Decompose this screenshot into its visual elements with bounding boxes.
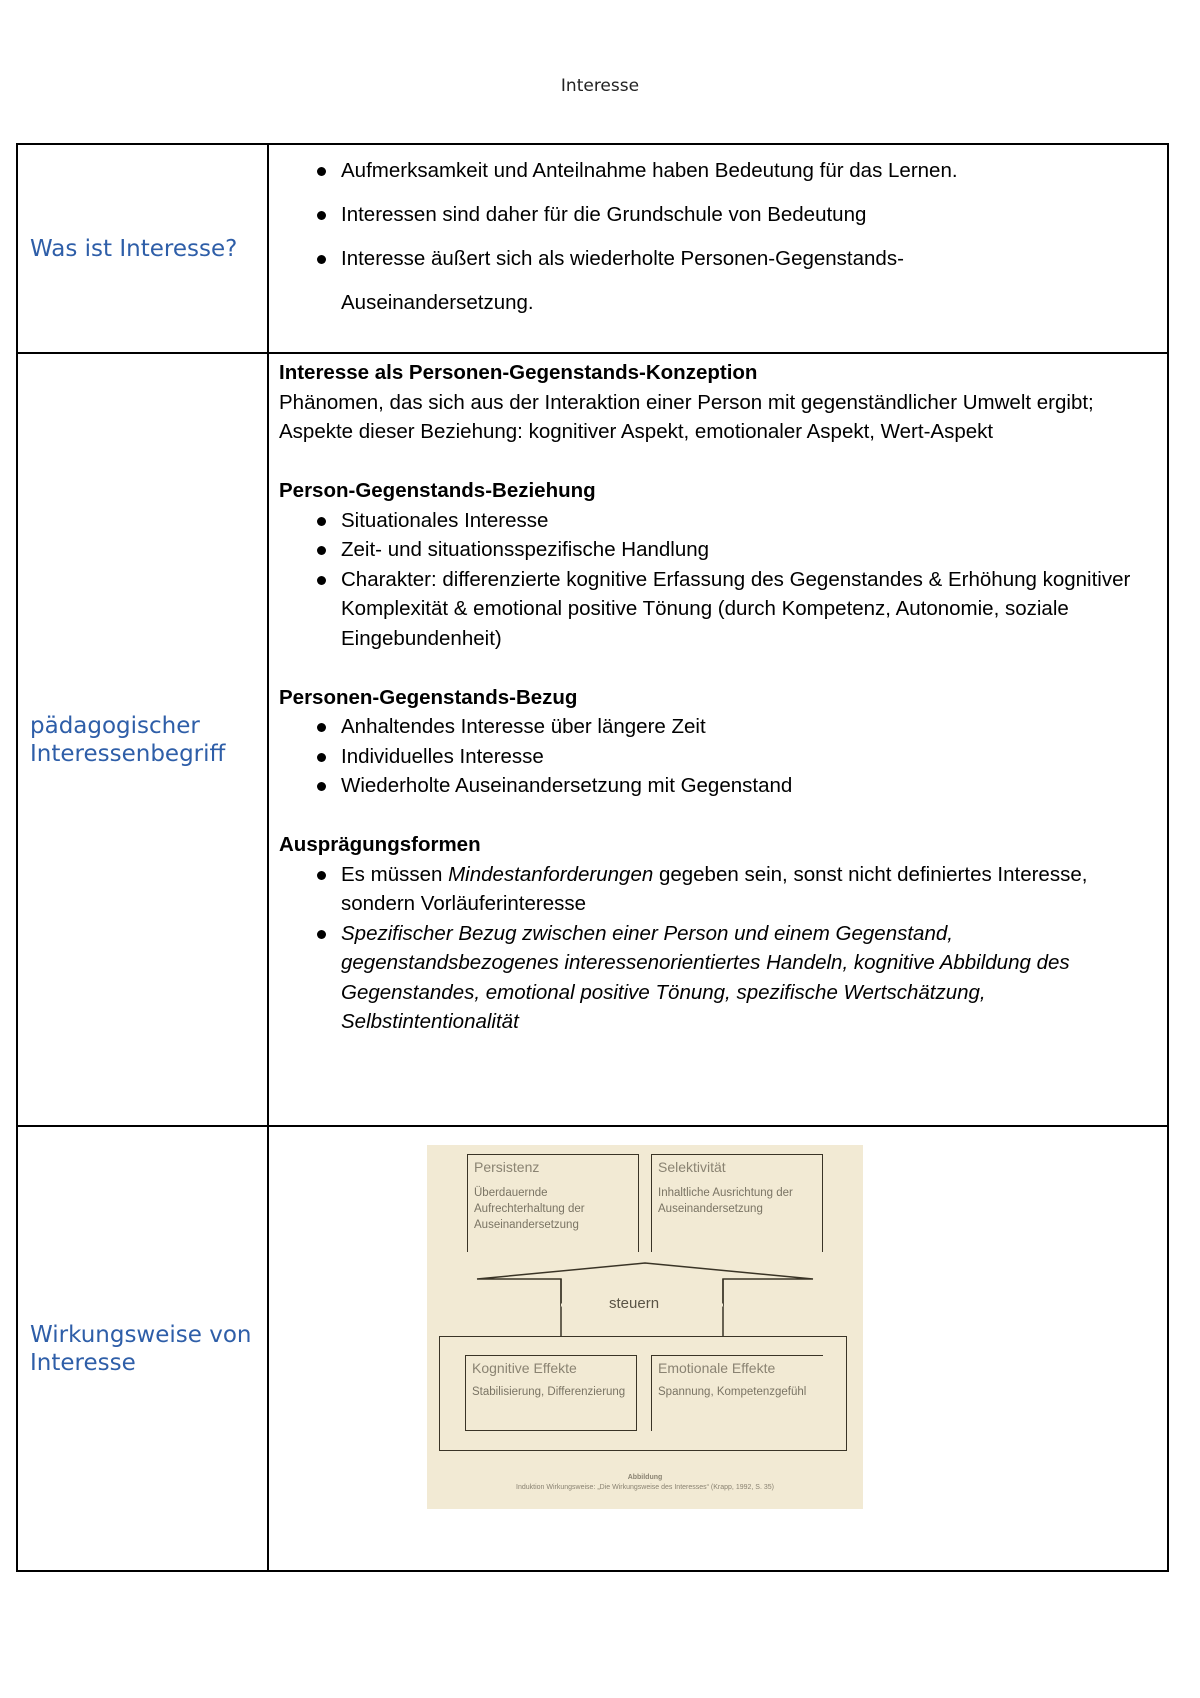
row-label-cell [17, 144, 268, 353]
list-item-continuation [269, 281, 1167, 325]
list-item: Situationales Interesse [279, 506, 1157, 536]
section-heading: Personen-Gegenstands-Bezug [279, 685, 578, 709]
row-content-cell [268, 353, 1168, 1126]
table-row [17, 144, 1168, 353]
persistenz-title: Persistenz [474, 1159, 540, 1175]
figure-caption-text: Induktion Wirkungsweise: „Die Wirkungsweise des Interesses“ (Krapp, 1992, S. 35) [516, 1484, 774, 1491]
row-label-cell [17, 353, 268, 1126]
list-item: Aufmerksamkeit und Anteilnahme haben Bedeutung für das Lernen. [269, 149, 1167, 193]
figure-caption-title: Abbildung [627, 1474, 663, 1481]
row-label-paedagogischer-interessenbegriff: pädagogischer Interessenbegriff [30, 712, 226, 767]
row-content-cell [268, 144, 1168, 353]
persistenz-desc: Überdauernde Aufrechterhaltung der Auseinandersetzung [474, 1187, 585, 1231]
table-row [17, 353, 1168, 1126]
section-heading: Person-Gegenstands-Beziehung [279, 479, 596, 502]
emotionale-effekte-desc: Spannung, Kompetenzgefühl [658, 1386, 807, 1398]
emotionale-effekte-title: Emotionale Effekte [658, 1360, 776, 1376]
row-label-wirkungsweise: Wirkungsweise von Interesse [30, 1321, 252, 1376]
bullet-list [269, 145, 1167, 325]
list-item: Interesse äußert sich als wiederholte Personen-Gegenstands- [269, 237, 1167, 281]
list-item: Individuelles Interesse [279, 742, 1157, 772]
section-heading: Interesse als Personen-Gegenstands-Konzeption [279, 361, 758, 384]
kognitive-effekte-box [465, 1355, 637, 1431]
steuern-label: steuern [609, 1295, 660, 1312]
list-item: Wiederholte Auseinandersetzung mit Gegenstand [279, 771, 1157, 801]
list-item [279, 860, 1157, 919]
bullet-list [279, 506, 1157, 654]
kognitive-effekte-desc: Stabilisierung, Differenzierung [472, 1386, 626, 1398]
selektivitaet-box [651, 1154, 823, 1252]
bullet-list [279, 860, 1157, 1037]
section-heading: Ausprägungsformen [279, 833, 481, 856]
page-header-title: Interesse [560, 76, 640, 96]
list-item-continuation-text: Auseinandersetzung. [341, 291, 534, 314]
paragraph: Aspekte dieser Beziehung: kognitiver Aspekt, emotionaler Aspekt, Wert-Aspekt [279, 420, 994, 443]
row-content-cell [268, 1126, 1168, 1571]
paragraph: Phänomen, das sich aus der Interaktion einer Person mit gegenständlicher Umwelt ergibt; [279, 390, 1094, 414]
wirkungsweise-diagram [427, 1145, 863, 1509]
table-row [17, 1126, 1168, 1571]
list-item: Anhaltendes Interesse über längere Zeit [279, 712, 1157, 742]
persistenz-box [467, 1154, 639, 1252]
list-item: Charakter: differenzierte kognitive Erfassung des Gegenstandes & Erhöhung kognitiver Komplexität & emotional positive Tönung (durch Kompetenz, Autonomie, soziale Eingebundenheit) [279, 565, 1157, 654]
selektivitaet-desc: Inhaltliche Ausrichtung der Auseinandersetzung [658, 1187, 793, 1215]
row-label-cell [17, 1126, 268, 1571]
kognitive-effekte-title: Kognitive Effekte [472, 1360, 577, 1376]
emotionale-effekte-box [651, 1355, 823, 1431]
interessenbegriff-content [269, 354, 1167, 1037]
row-label-was-ist-interesse: Was ist Interesse? [30, 235, 238, 262]
list-item: Zeit- und situationsspezifische Handlung [279, 535, 1157, 565]
bullet-list [279, 712, 1157, 801]
content-table [16, 143, 1169, 1572]
list-item: Spezifischer Bezug zwischen einer Person und einem Gegenstand, gegenstandsbezogenes interessenorientiertes Handeln, kognitive Abbildung des Gegenstandes, emotional positive Tönung, spezifische Wertschätzung, Selbstintentionalität [279, 919, 1157, 1037]
selektivitaet-title: Selektivität [658, 1159, 726, 1175]
italic-text-span: Mindestanforderungen [448, 862, 654, 886]
text-span: Es müssen [341, 862, 449, 886]
text-span: gegeben sein, sonst nicht definiertes Interesse, sondern Vorläuferinteresse [341, 862, 1088, 915]
list-item: Interessen sind daher für die Grundschule von Bedeutung [269, 193, 1167, 237]
